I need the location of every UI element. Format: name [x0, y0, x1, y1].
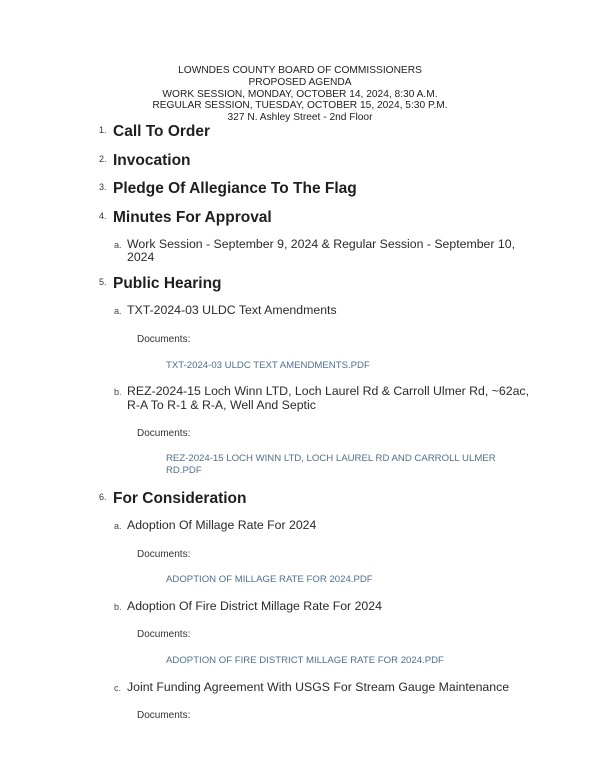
sub-item-letter: c.: [114, 683, 122, 693]
header-work-session: WORK SESSION, MONDAY, OCTOBER 14, 2024, 8:30 A.M.: [162, 88, 438, 100]
documents-label: Documents:: [137, 334, 191, 345]
sub-item-letter: a.: [114, 240, 122, 250]
document-link-rez-2024-15[interactable]: [166, 453, 496, 476]
item-number: 3.: [99, 182, 107, 192]
sub-item-millage-rate: Adoption Of Millage Rate For 2024: [127, 518, 317, 532]
header-address: 327 N. Ashley Street - 2nd Floor: [227, 112, 373, 124]
documents-label: Documents:: [137, 549, 191, 560]
sub-item-letter: a.: [114, 306, 122, 316]
agenda-header: [0, 65, 600, 124]
item-title-pledge: Pledge Of Allegiance To The Flag: [113, 180, 357, 197]
sub-item-minutes-line2: 2024: [127, 250, 155, 264]
sub-item-letter: b.: [114, 602, 122, 612]
item-number: 1.: [99, 125, 107, 135]
document-link-line2: RD.PDF: [166, 464, 202, 476]
sub-item-letter: b.: [114, 387, 122, 397]
item-title-call-to-order: Call To Order: [113, 123, 211, 140]
documents-label: Documents:: [137, 428, 191, 439]
item-title-public-hearing: Public Hearing: [113, 275, 222, 292]
item-title-for-consideration: For Consideration: [113, 490, 247, 507]
sub-item-fire-district-millage: Adoption Of Fire District Millage Rate For 2024: [127, 599, 382, 613]
header-org: LOWNDES COUNTY BOARD OF COMMISSIONERS: [178, 65, 422, 76]
document-link-millage-rate[interactable]: ADOPTION OF MILLAGE RATE FOR 2024.PDF: [166, 574, 373, 585]
document-link-txt-2024-03[interactable]: TXT-2024-03 ULDC TEXT AMENDMENTS.PDF: [166, 360, 370, 371]
item-number: 5.: [99, 277, 107, 287]
sub-item-minutes-line1: Work Session - September 9, 2024 & Regular Session - September 10,: [127, 237, 516, 251]
sub-item-letter: a.: [114, 521, 122, 531]
item-title-minutes: Minutes For Approval: [113, 209, 272, 226]
item-number: 2.: [99, 154, 107, 164]
item-number: 6.: [99, 492, 107, 502]
item-title-invocation: Invocation: [113, 152, 191, 169]
documents-label: Documents:: [137, 710, 191, 721]
item-number: 4.: [99, 211, 107, 221]
sub-item-rez-2024-15-line2: R-A To R-1 & R-A, Well And Septic: [127, 398, 316, 412]
sub-item-txt-2024-03: TXT-2024-03 ULDC Text Amendments: [127, 303, 337, 317]
sub-item-usgs-stream-gauge: Joint Funding Agreement With USGS For Stream Gauge Maintenance: [127, 680, 510, 694]
document-link-fire-district-millage[interactable]: ADOPTION OF FIRE DISTRICT MILLAGE RATE FOR 2024.PDF: [166, 655, 444, 666]
header-doc-type: PROPOSED AGENDA: [248, 76, 352, 88]
document-link-line1: REZ-2024-15 LOCH WINN LTD, LOCH LAUREL RD AND CARROLL ULMER: [166, 453, 496, 464]
sub-item-rez-2024-15-line1: REZ-2024-15 Loch Winn LTD, Loch Laurel Rd & Carroll Ulmer Rd, ~62ac,: [127, 384, 529, 398]
documents-label: Documents:: [137, 629, 191, 640]
header-regular-session: REGULAR SESSION, TUESDAY, OCTOBER 15, 2024, 5:30 P.M.: [152, 100, 448, 112]
